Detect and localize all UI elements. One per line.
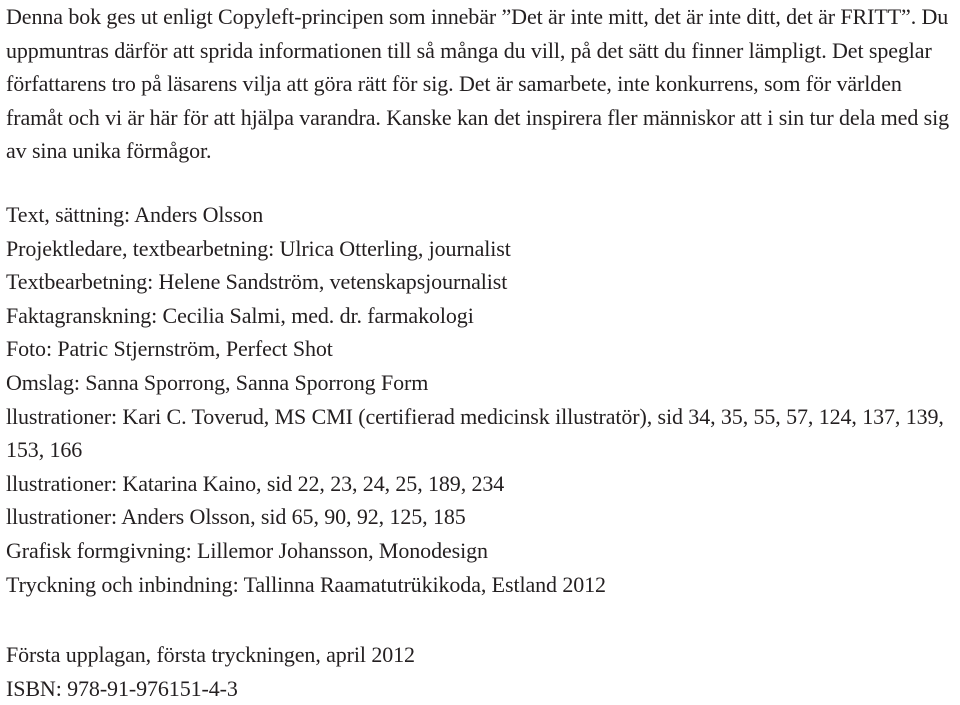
credit-line: llustrationer: Kari C. Toverud, MS CMI (certifierad medicinsk illustratör), sid 34, 35, 55, 57, 124, 137, 139, 153, 166 <box>6 403 944 463</box>
credit-line: llustrationer: Katarina Kaino, sid 22, 23, 24, 25, 189, 234 <box>6 470 505 496</box>
credit-line: Textbearbetning: Helene Sandström, vetenskapsjournalist <box>6 269 508 295</box>
credit-line: llustrationer: Anders Olsson, sid 65, 90, 92, 125, 185 <box>6 504 466 530</box>
credit-line: Omslag: Sanna Sporrong, Sanna Sporrong Form <box>6 369 429 395</box>
credit-line: Projektledare, textbearbetning: Ulrica Otterling, journalist <box>6 235 511 261</box>
credits-list <box>6 198 956 601</box>
colophon-page <box>6 0 956 701</box>
credit-line: Text, sättning: Anders Olsson <box>6 202 264 227</box>
credit-line: Grafisk formgivning: Lillemor Johansson, Monodesign <box>6 537 488 563</box>
edition-info <box>6 638 956 705</box>
printing-info: Första upplagan, första tryckningen, april 2012 <box>6 642 415 667</box>
isbn: ISBN: 978-91-976151-4-3 <box>6 675 238 701</box>
credit-line: Faktagranskning: Cecilia Salmi, med. dr. farmakologi <box>6 302 474 328</box>
credit-line: Tryckning och inbindning: Tallinna Raamatutrükikoda, Estland 2012 <box>6 571 606 597</box>
credit-line: Foto: Patric Stjernström, Perfect Shot <box>6 336 333 362</box>
copyleft-paragraph: Denna bok ges ut enligt Copyleft-principen som innebär ”Det är inte mitt, det är inte ditt, det är FRITT”. Du uppmuntras därför att sprida informationen till så många du vill, på det sätt du finner lämpligt. Det speglar författarens tro på läsarens vilja att göra rätt för sig. Det är samarbete, inte konkurrens, som för världen framåt och vi är här för att hjälpa varandra. Kanske kan det inspirera fler människor att i sin tur dela med sig av sina unika förmågor. <box>6 4 950 164</box>
